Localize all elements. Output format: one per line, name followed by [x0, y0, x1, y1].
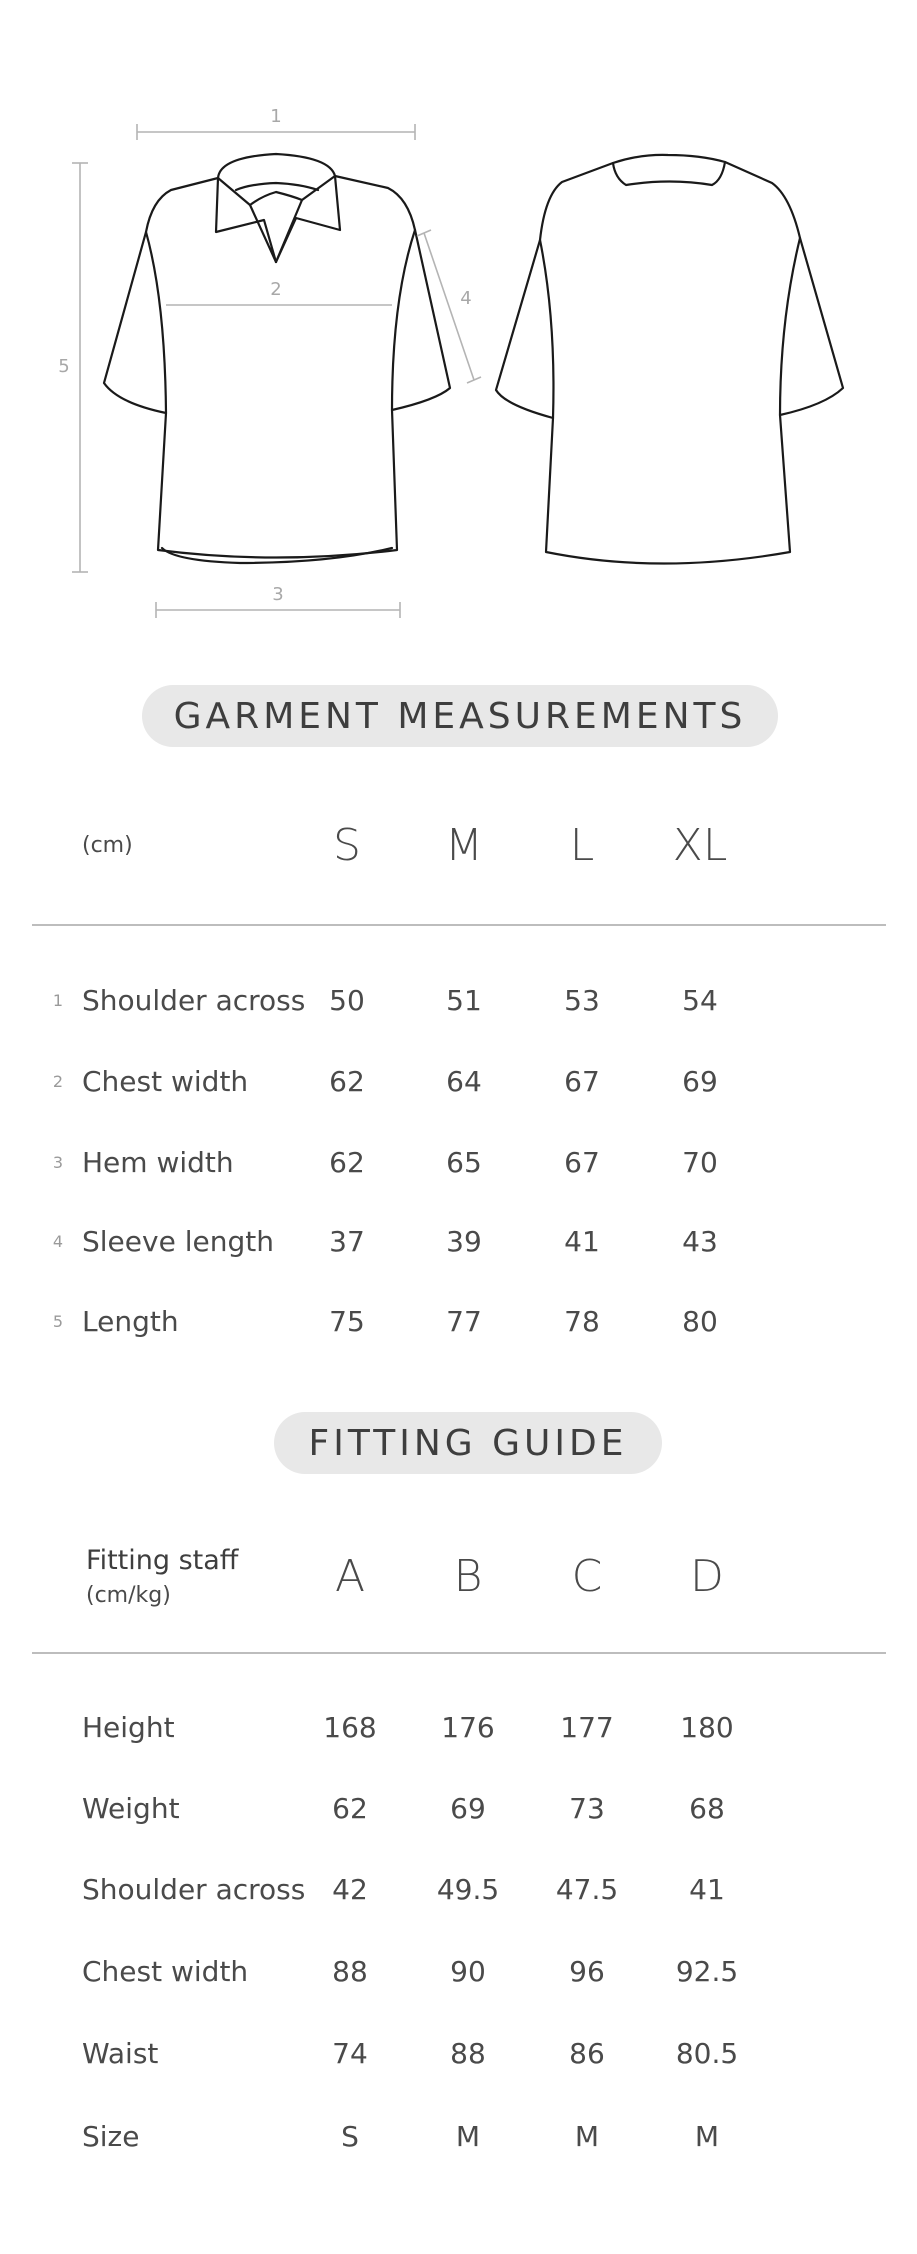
garment-divider	[32, 924, 886, 926]
value-b: 49.5	[436, 1872, 500, 1906]
dimension-label-4: 4	[460, 288, 472, 309]
staff-header-b: B	[453, 1550, 483, 1602]
value-b: 176	[441, 1710, 495, 1744]
row-label: Waist	[82, 2036, 159, 2070]
value-d: 68	[689, 1791, 725, 1825]
value-a: 74	[332, 2036, 368, 2070]
row-index: 5	[52, 1311, 64, 1331]
value-s: 62	[329, 1064, 365, 1098]
table-row	[0, 1137, 917, 1187]
row-index: 3	[52, 1152, 64, 1172]
row-index: 2	[52, 1071, 64, 1091]
value-b: 88	[450, 2036, 486, 2070]
value-a: 88	[332, 1954, 368, 1988]
row-label: Shoulder across	[82, 983, 306, 1017]
row-label: Chest width	[82, 1954, 249, 1988]
staff-header-c: C	[571, 1550, 603, 1602]
fitting-header-row	[0, 1551, 917, 1601]
value-c: 47.5	[555, 1872, 619, 1906]
value-a: S	[341, 2119, 359, 2153]
garment-measurements-heading: GARMENT MEASUREMENTS	[142, 685, 778, 747]
value-m: 64	[446, 1064, 482, 1098]
dimension-label-3: 3	[272, 584, 284, 605]
value-xl: 54	[682, 983, 718, 1017]
fitting-staff-label: Fitting staff	[86, 1545, 239, 1576]
dimension-label-2: 2	[270, 279, 282, 300]
value-m: 77	[446, 1304, 482, 1338]
row-label: Length	[82, 1304, 179, 1338]
value-l: 67	[564, 1145, 600, 1179]
value-xl: 43	[682, 1224, 718, 1258]
garment-illustration	[0, 0, 917, 640]
value-m: 39	[446, 1224, 482, 1258]
value-d: 80.5	[675, 2036, 739, 2070]
value-s: 62	[329, 1145, 365, 1179]
fitting-guide-heading: FITTING GUIDE	[274, 1412, 662, 1474]
value-d: 92.5	[675, 1954, 739, 1988]
row-label: Hem width	[82, 1145, 234, 1179]
value-l: 78	[564, 1304, 600, 1338]
row-index: 1	[52, 990, 64, 1010]
value-s: 37	[329, 1224, 365, 1258]
shirt-front-drawing	[104, 154, 450, 563]
table-row	[0, 1296, 917, 1346]
staff-header-a: A	[334, 1550, 366, 1602]
value-xl: 70	[682, 1145, 718, 1179]
row-label: Weight	[82, 1791, 180, 1825]
staff-header-d: D	[690, 1550, 724, 1602]
shirt-diagram	[0, 0, 917, 640]
size-header-l: L	[569, 819, 595, 871]
dimension-label-5: 5	[58, 356, 70, 377]
garment-header-row	[0, 820, 917, 870]
value-a: 42	[332, 1872, 368, 1906]
value-s: 75	[329, 1304, 365, 1338]
value-c: 86	[569, 2036, 605, 2070]
size-header-m: M	[445, 819, 483, 871]
table-row	[0, 1783, 917, 1833]
value-xl: 69	[682, 1064, 718, 1098]
value-m: 65	[446, 1145, 482, 1179]
value-c: M	[574, 2119, 600, 2153]
shirt-back-drawing	[496, 155, 843, 564]
size-header-xl: XL	[672, 819, 728, 871]
table-row	[0, 2111, 917, 2161]
table-row	[0, 2028, 917, 2078]
row-label: Height	[82, 1710, 175, 1744]
row-label: Sleeve length	[82, 1224, 274, 1258]
table-row	[0, 1864, 917, 1914]
value-l: 67	[564, 1064, 600, 1098]
fitting-divider	[32, 1652, 886, 1654]
value-b: M	[455, 2119, 481, 2153]
fitting-unit-label: (cm/kg)	[86, 1583, 171, 1608]
garment-unit-label: (cm)	[82, 832, 133, 858]
value-m: 51	[446, 983, 482, 1017]
table-row	[0, 975, 917, 1025]
value-c: 177	[560, 1710, 614, 1744]
value-xl: 80	[682, 1304, 718, 1338]
value-d: M	[694, 2119, 720, 2153]
value-d: 180	[680, 1710, 734, 1744]
row-label: Chest width	[82, 1064, 249, 1098]
row-index: 4	[52, 1231, 64, 1251]
table-row	[0, 1702, 917, 1752]
table-row	[0, 1216, 917, 1266]
value-l: 41	[564, 1224, 600, 1258]
row-label: Size	[82, 2119, 140, 2153]
value-b: 69	[450, 1791, 486, 1825]
value-l: 53	[564, 983, 600, 1017]
table-row	[0, 1946, 917, 1996]
value-b: 90	[450, 1954, 486, 1988]
size-header-s: S	[333, 819, 361, 871]
value-s: 50	[329, 983, 365, 1017]
value-c: 73	[569, 1791, 605, 1825]
value-c: 96	[569, 1954, 605, 1988]
value-a: 168	[323, 1710, 377, 1744]
dimension-lines	[72, 124, 481, 618]
value-d: 41	[689, 1872, 725, 1906]
table-row	[0, 1056, 917, 1106]
value-a: 62	[332, 1791, 368, 1825]
dimension-label-1: 1	[270, 106, 282, 127]
row-label: Shoulder across	[82, 1872, 306, 1906]
